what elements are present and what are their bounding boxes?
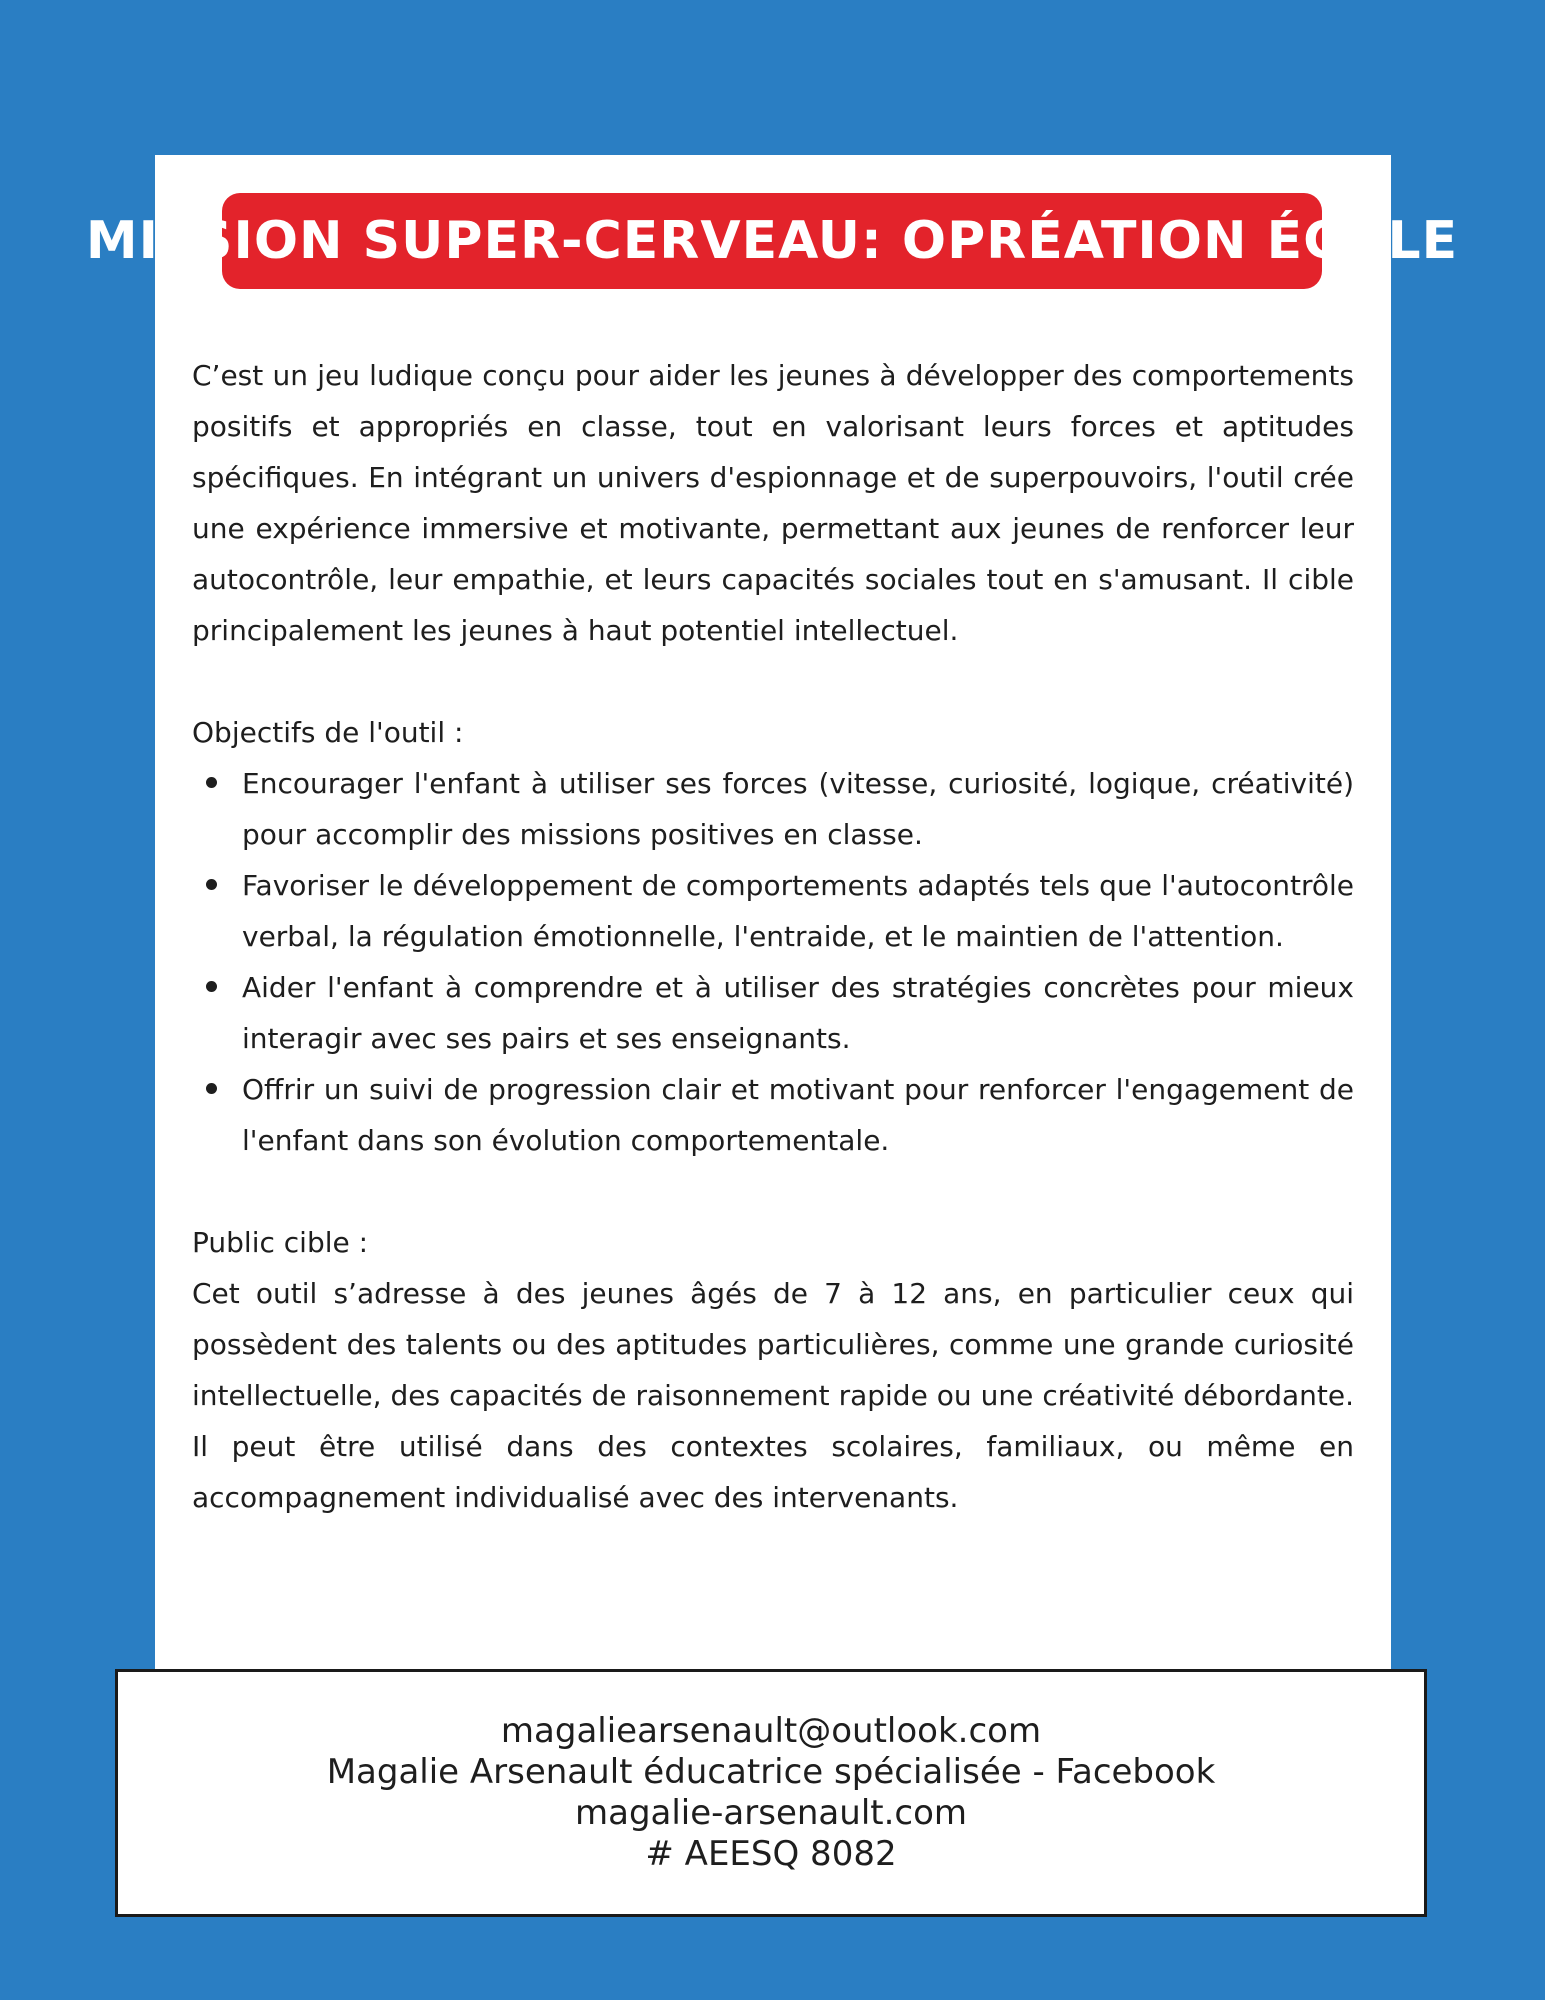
- intro-paragraph: C’est un jeu ludique conçu pour aider les jeunes à développer des comportements positifs et appropriés en classe, tout en valorisant leurs forces et aptitudes spécifiques. En intégrant un univers d'espionnage et de superpouvoirs, l'outil crée une expérience immersive et motivante, permettant aux jeunes de renforcer leur autocontrôle, leur empathie, et leurs capacités sociales tout en s'amusant. Il cible principalement les jeunes à haut potentiel intellectuel.: [192, 359, 1354, 647]
- objective-text: Offrir un suivi de progression clair et motivant pour renforcer l'engagement de l'enfant dans son évolution comportementale.: [242, 1073, 1354, 1157]
- bullet-icon: [206, 981, 217, 992]
- bullet-icon: [206, 777, 217, 788]
- objective-text: Favoriser le développement de comportements adaptés tels que l'autocontrôle verbal, la régulation émotionnelle, l'entraide, et le maintien de l'attention.: [242, 869, 1354, 953]
- objective-item: [192, 860, 1354, 962]
- contact-box: [115, 1669, 1427, 1917]
- contact-website[interactable]: magalie-arsenault.com: [574, 1793, 968, 1833]
- objective-item: [192, 1064, 1354, 1166]
- page-title: MISSION SUPER-CERVEAU: OPRÉATION ÉCOLE: [85, 211, 1459, 271]
- objective-item: [192, 962, 1354, 1064]
- audience-label: Public cible :: [192, 1226, 369, 1259]
- contact-email[interactable]: magaliearsenault@outlook.com: [500, 1711, 1042, 1751]
- title-banner: [85, 193, 1459, 289]
- objective-item: [192, 758, 1354, 860]
- contact-facebook[interactable]: Magalie Arsenault éducatrice spécialisée - Facebook: [326, 1752, 1216, 1792]
- objective-text: Aider l'enfant à comprendre et à utiliser des stratégies concrètes pour mieux interagir avec ses pairs et ses enseignants.: [242, 971, 1354, 1055]
- objectives-list: [192, 758, 1354, 1166]
- main-content: [192, 350, 1354, 1523]
- objective-text: Encourager l'enfant à utiliser ses forces (vitesse, curiosité, logique, créativité) pour accomplir des missions positives en classe.: [242, 767, 1354, 851]
- objectives-label: Objectifs de l'outil :: [192, 716, 464, 749]
- contact-registration: # AEESQ 8082: [645, 1834, 897, 1874]
- bullet-icon: [206, 879, 217, 890]
- audience-paragraph: Cet outil s’adresse à des jeunes âgés de 7 à 12 ans, en particulier ceux qui possèdent des talents ou des aptitudes particulières, comme une grande curiosité intellectuelle, des capacités de raisonnement rapide ou une créativité débordante. Il peut être utilisé dans des contextes scolaires, familiaux, ou même en accompagnement individualisé avec des intervenants.: [192, 1277, 1354, 1514]
- bullet-icon: [206, 1083, 217, 1094]
